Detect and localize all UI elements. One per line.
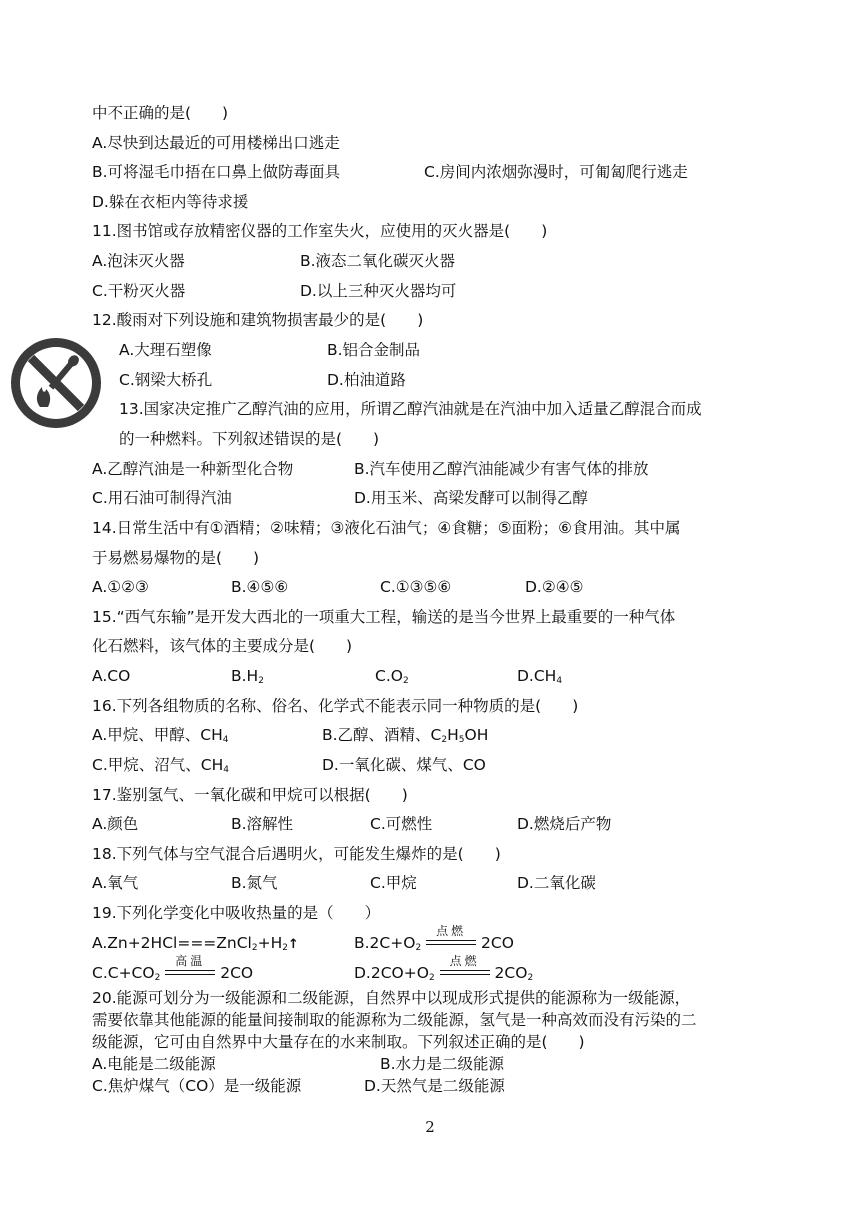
q17-option-b: B.溶解性 xyxy=(231,815,294,833)
q10-option-d: D.躲在衣柜内等待求援 xyxy=(92,193,249,211)
q10-stem-tail: 中不正确的是( ) xyxy=(92,104,229,122)
q14-option-a: A.①②③ xyxy=(92,578,149,596)
q13-option-c: C.用石油可制得汽油 xyxy=(92,489,232,507)
page-number: 2 xyxy=(425,1118,435,1136)
q15-option-d: $D.CH_4$ xyxy=(517,667,563,686)
q14-option-b: B.④⑤⑥ xyxy=(231,578,289,596)
q13-stem-line1: 13.国家决定推广乙醇汽油的应用，所谓乙醇汽油就是在汽油中加入适量乙醇混合而成 xyxy=(119,400,702,418)
q20-option-b: B.水力是二级能源 xyxy=(380,1055,505,1073)
q17-option-d: D.燃烧后产物 xyxy=(517,815,612,833)
q15-option-c: $C.O_2$ xyxy=(375,667,409,686)
q20-stem-line2: 需要依靠其他能源的能量间接制取的能源称为二级能源，氢气是一种高效而没有污染的二 xyxy=(92,1011,697,1029)
reaction-condition: 高温 xyxy=(165,964,215,984)
reaction-condition: 点燃 xyxy=(426,934,476,954)
q19-option-a: $A.Zn+2HCl===ZnCl_2+H_2↑$ xyxy=(92,934,299,953)
q19-stem: 19.下列化学变化中吸收热量的是（ ） xyxy=(92,904,381,922)
q17-option-c: C.可燃性 xyxy=(370,815,433,833)
q11-stem: 11.图书馆或存放精密仪器的工作室失火，应使用的灭火器是( ) xyxy=(92,222,548,240)
q18-option-d: D.二氧化碳 xyxy=(517,874,596,892)
q15-option-a: A.CO xyxy=(92,667,131,685)
q15-stem-line2: 化石燃料，该气体的主要成分是( ) xyxy=(92,637,353,655)
q10-option-c: C.房间内浓烟弥漫时，可匍匐爬行逃走 xyxy=(424,163,688,181)
q19-option-d: $D.2CO+O_2$ 点燃 $2CO_2$ xyxy=(354,954,534,983)
q10-option-a: A.尽快到达最近的可用楼梯出口逃走 xyxy=(92,134,340,152)
q17-option-a: A.颜色 xyxy=(92,815,139,833)
q12-option-b: B.铝合金制品 xyxy=(327,341,421,359)
q18-option-c: C.甲烷 xyxy=(370,874,417,892)
q16-stem: 16.下列各组物质的名称、俗名、化学式不能表示同一种物质的是( ) xyxy=(92,697,579,715)
q11-option-b: B.液态二氧化碳灭火器 xyxy=(300,252,456,270)
q16-option-a: A.甲烷、甲醇、$CH_4$ xyxy=(92,726,229,745)
q15-option-b: $B.H_2$ xyxy=(231,667,264,686)
q14-stem-line1: 14.日常生活中有①酒精；②味精；③液化石油气；④食糖；⑤面粉；⑥食用油。其中属 xyxy=(92,519,681,537)
q12-option-a: A.大理石塑像 xyxy=(119,341,212,359)
q13-option-d: D.用玉米、高梁发酵可以制得乙醇 xyxy=(354,489,588,507)
q14-option-d: D.②④⑤ xyxy=(525,578,584,596)
no-fire-sign-icon xyxy=(10,337,102,429)
q14-option-c: C.①③⑤⑥ xyxy=(380,578,452,596)
q13-option-a: A.乙醇汽油是一种新型化合物 xyxy=(92,460,294,478)
q13-option-b: B.汽车使用乙醇汽油能减少有害气体的排放 xyxy=(354,460,649,478)
q18-option-b: B.氮气 xyxy=(231,874,278,892)
q10-option-b: B.可将湿毛巾捂在口鼻上做防毒面具 xyxy=(92,163,341,181)
q11-option-d: D.以上三种灭火器均可 xyxy=(300,282,457,300)
q16-option-c: C.甲烷、沼气、$CH_4$ xyxy=(92,756,229,775)
q20-stem-line1: 20.能源可划分为一级能源和二级能源，自然界中以现成形式提供的能源称为一级能源， xyxy=(92,989,691,1007)
q20-option-c: C.焦炉煤气（CO）是一级能源 xyxy=(92,1077,302,1095)
q13-stem-line2: 的一种燃料。下列叙述错误的是( ) xyxy=(119,430,380,448)
q12-option-d: D.柏油道路 xyxy=(327,371,406,389)
q19-option-b: $B.2C+O_2$ 点燃 2CO xyxy=(354,924,514,953)
q11-option-c: C.干粉灭火器 xyxy=(92,282,186,300)
q18-stem: 18.下列气体与空气混合后遇明火，可能发生爆炸的是( ) xyxy=(92,845,501,863)
q16-option-b: B.乙醇、酒精、$C_2H_5OH$ xyxy=(322,726,489,745)
q16-option-d: D.一氧化碳、煤气、CO xyxy=(322,756,486,774)
q19-option-c: $C.C+CO_2$ 高温 2CO xyxy=(92,954,254,983)
q15-stem-line1: 15.“西气东输”是开发大西北的一项重大工程，输送的是当今世界上最重要的一种气体 xyxy=(92,608,676,626)
q14-stem-line2: 于易燃易爆物的是( ) xyxy=(92,549,260,567)
q11-option-a: A.泡沫灭火器 xyxy=(92,252,185,270)
reaction-condition: 点燃 xyxy=(440,964,490,984)
q12-stem: 12.酸雨对下列设施和建筑物损害最少的是( ) xyxy=(92,311,424,329)
q12-option-c: C.钢梁大桥孔 xyxy=(119,371,213,389)
q18-option-a: A.氧气 xyxy=(92,874,139,892)
gas-arrow-icon: ↑ xyxy=(288,937,299,952)
q17-stem: 17.鉴别氢气、一氧化碳和甲烷可以根据( ) xyxy=(92,786,408,804)
q20-option-a: A.电能是二级能源 xyxy=(92,1055,216,1073)
q20-option-d: D.天然气是二级能源 xyxy=(364,1077,505,1095)
q20-stem-line3: 级能源，它可由自然界中大量存在的水来制取。下列叙述正确的是( ) xyxy=(92,1033,585,1051)
